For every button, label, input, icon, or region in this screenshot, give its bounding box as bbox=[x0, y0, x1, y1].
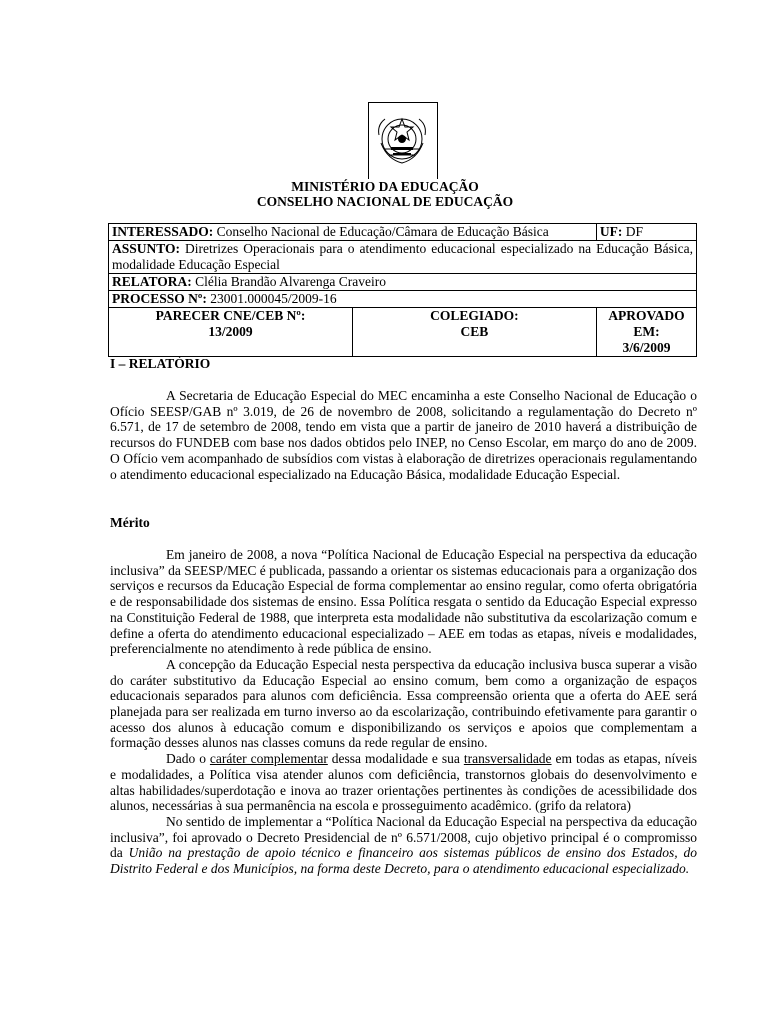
p3-underlined-transversalidade: transversalidade bbox=[463, 751, 552, 767]
merito-body bbox=[110, 547, 697, 877]
aprovado-value: 3/6/2009 bbox=[622, 340, 671, 355]
ministry-title: MINISTÉRIO DA EDUCAÇÃO bbox=[291, 179, 479, 194]
uf-label: UF: bbox=[599, 224, 623, 239]
section-merito-heading: Mérito bbox=[110, 515, 150, 530]
process-info-table bbox=[108, 223, 697, 357]
processo-value: 23001.000045/2009-16 bbox=[206, 291, 337, 306]
merito-paragraph-4 bbox=[110, 814, 697, 877]
p3-text-c: em todas as etapas, níveis e modalidades, a Política visa atender alunos com deficiência, transtornos globais do desenvolvimento e altas habilidades/superdotação e inova ao trazer orientações pertinentes às condições de acessibilidade dos alunos, necessárias à sua permanência na escola e prosseguimento acadêmico. (grifo da relatora) bbox=[110, 751, 697, 814]
p3-underlined-complementar: caráter complementar bbox=[209, 751, 328, 767]
aprovado-label: APROVADO EM: bbox=[608, 308, 685, 339]
interessado-value: Conselho Nacional de Educação/Câmara de Educação Básica bbox=[213, 224, 549, 239]
uf-value: DF bbox=[622, 224, 644, 239]
p3-text-b: dessa modalidade e sua bbox=[327, 751, 464, 767]
merito-paragraph-1: Em janeiro de 2008, a nova “Política Nacional de Educação Especial na perspectiva da educação inclusiva” da SEESP/MEC é publicada, passando a orientar os sistemas educacionais para a organização dos serviços e recursos da Educação Especial de forma complementar ao ensino regular, como oferta obrigatória e de responsabilidade dos sistemas de ensino. Essa Política resgata o sentido da Educação Especial expresso na Constituição Federal de 1988, que interpreta esta modalidade não substitutiva da escolarização comum e define a oferta do atendimento educacional especializado – AEE em todas as etapas, níveis e modalidades, preferencialmente no atendimento à rede pública de ensino. bbox=[110, 547, 697, 657]
merito-paragraph-3 bbox=[110, 751, 697, 814]
emblem-frame bbox=[368, 102, 438, 179]
merito-paragraph-2: A concepção da Educação Especial nesta perspectiva da educação inclusiva busca superar a visão do caráter substitutivo da Educação Especial ao ensino comum, bem como a organização de espaços educacionais separados para alunos com deficiência. Essa compreensão orienta que a oferta do AEE será planejada para ser realizada em turno inverso ao da escolarização, contribuindo efetivamente para garantir o acesso dos alunos à educação comum e disponibilizando os serviços e apoios que complementam a formação desses alunos nas classes comuns da rede regular de ensino. bbox=[110, 656, 697, 751]
relatorio-body bbox=[110, 388, 697, 482]
parecer-value: 13/2009 bbox=[208, 324, 253, 339]
assunto-value: Diretrizes Operacionais para o atendimento educacional especializado na Educação Básica, modalidade Educação Especial bbox=[112, 241, 693, 272]
p3-text-a: Dado o bbox=[166, 751, 210, 767]
colegiado-label: COLEGIADO: bbox=[430, 308, 519, 323]
council-title: CONSELHO NACIONAL DE EDUCAÇÃO bbox=[256, 194, 514, 209]
section-relatorio-heading: I – RELATÓRIO bbox=[110, 356, 211, 371]
p4-italic-quote: União na prestação de apoio técnico e financeiro aos sistemas públicos de ensino dos Estados, do Distrito Federal e dos Municípios, na forma deste Decreto, para o atendimento educacional especializado. bbox=[110, 845, 697, 877]
coat-of-arms-icon bbox=[371, 109, 433, 171]
processo-label: PROCESSO Nº: bbox=[112, 291, 207, 306]
interessado-label: INTERESSADO: bbox=[112, 224, 214, 239]
p4-text-a: No sentido de implementar a “Política Nacional da Educação Especial na perspectiva da educação inclusiva”, foi aprovado o Decreto Presidencial de nº 6.571/2008, cujo objetivo principal é o compromisso da bbox=[110, 813, 697, 861]
colegiado-value: CEB bbox=[460, 324, 489, 339]
relatorio-paragraph: A Secretaria de Educação Especial do MEC encaminha a este Conselho Nacional de Educação o Ofício SEESP/GAB nº 3.019, de 26 de novembro de 2008, solicitando a regulamentação do Decreto nº 6.571, de 17 de setembro de 2008, tendo em vista que a partir de janeiro de 2010 haverá a distribuição de recursos do FUNDEB com base nos dados obtidos pelo INEP, no Censo Escolar, em março do ano de 2009. O Ofício vem acompanhado de subsídios com vistas à elaboração de diretrizes operacionais regulamentando o atendimento educacional especializado na Educação Básica, modalidade Educação Especial. bbox=[110, 388, 697, 482]
relatora-value: Clélia Brandão Alvarenga Craveiro bbox=[191, 274, 386, 289]
relatora-label: RELATORA: bbox=[112, 274, 192, 289]
assunto-label: ASSUNTO: bbox=[112, 241, 181, 256]
parecer-label: PARECER CNE/CEB Nº: bbox=[155, 308, 306, 323]
